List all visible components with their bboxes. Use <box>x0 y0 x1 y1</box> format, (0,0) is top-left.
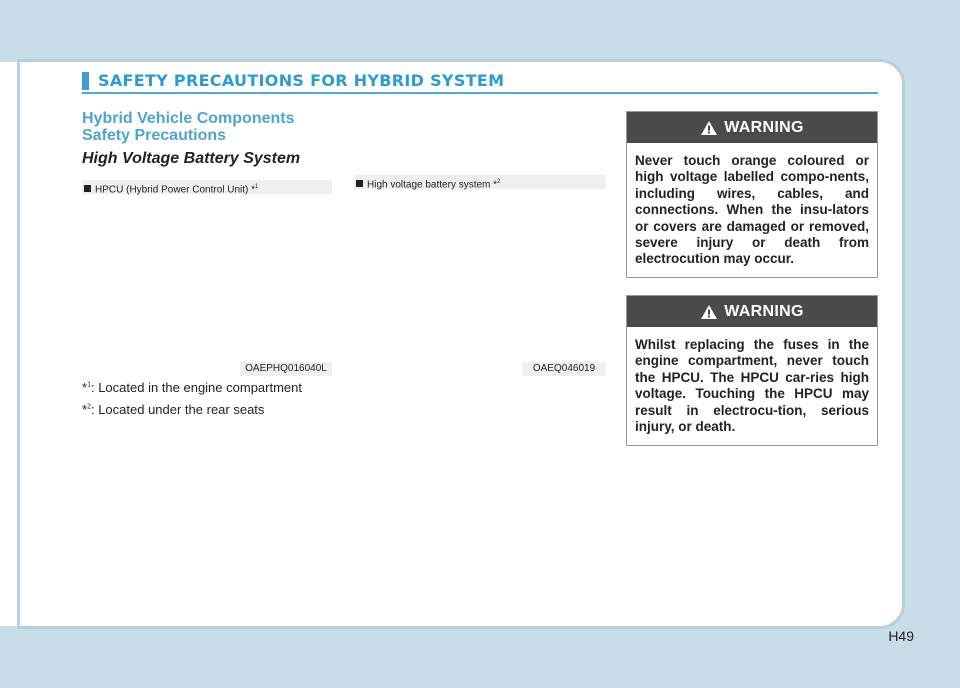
bullet-square-icon <box>84 185 91 192</box>
warning-header <box>627 296 877 327</box>
figure-caption-sup: 2 <box>497 179 501 185</box>
figure-caption-battery <box>354 175 606 189</box>
sub-title: High Voltage Battery System <box>82 150 301 167</box>
footnote-sup: 1 <box>87 381 91 389</box>
bullet-square-icon <box>356 180 363 187</box>
warning-triangle-icon <box>700 120 718 136</box>
figure-code-battery: OAEQ046019 <box>522 362 606 376</box>
figure-code-hpcu: OAEPHQ016040L <box>240 362 332 376</box>
section-header-bar <box>82 72 89 90</box>
warning-label: WARNING <box>724 118 804 136</box>
footnote-mark: * <box>82 402 88 417</box>
warning-label: WARNING <box>724 302 804 320</box>
footnote-text: : Located under the rear seats <box>90 402 265 417</box>
figure-caption-hpcu <box>82 180 332 194</box>
warning-text: Never touch orange coloured or high voltage labelled compo-nents, including wires, cables, and connections. When the insu-lators or covers are damaged or removed, severe injury or death from electrocution may occur. <box>635 153 869 267</box>
figure-caption-text: HPCU (Hybrid Power Control Unit) * <box>95 184 256 196</box>
figure-caption-sup: 1 <box>255 184 259 190</box>
warning-header <box>627 112 877 143</box>
footnote-sup: 2 <box>87 403 91 411</box>
warning-text: Whilst replacing the fuses in the engine compartment, never touch the HPCU. The HPCU car-ries high voltage. Touching the HPCU may result in electrocu-tion, serious injury, or death. <box>635 337 869 435</box>
footnote-text: : Located in the engine compartment <box>90 380 302 395</box>
page-number: H49 <box>888 628 914 644</box>
section-header <box>82 70 878 94</box>
warning-box-hpcu-fuses <box>626 295 878 446</box>
footnote-1 <box>82 380 302 395</box>
section-title: SAFETY PRECAUTIONS FOR HYBRID SYSTEM <box>98 71 505 90</box>
topic-title: Hybrid Vehicle Components Safety Precautions <box>82 110 295 144</box>
warning-triangle-icon <box>700 304 718 320</box>
footnote-mark: * <box>82 380 88 395</box>
left-margin-strip <box>0 62 21 626</box>
figure-caption-text: High voltage battery system * <box>367 179 498 191</box>
footnote-2 <box>82 402 264 417</box>
warning-box-orange-wires <box>626 111 878 278</box>
